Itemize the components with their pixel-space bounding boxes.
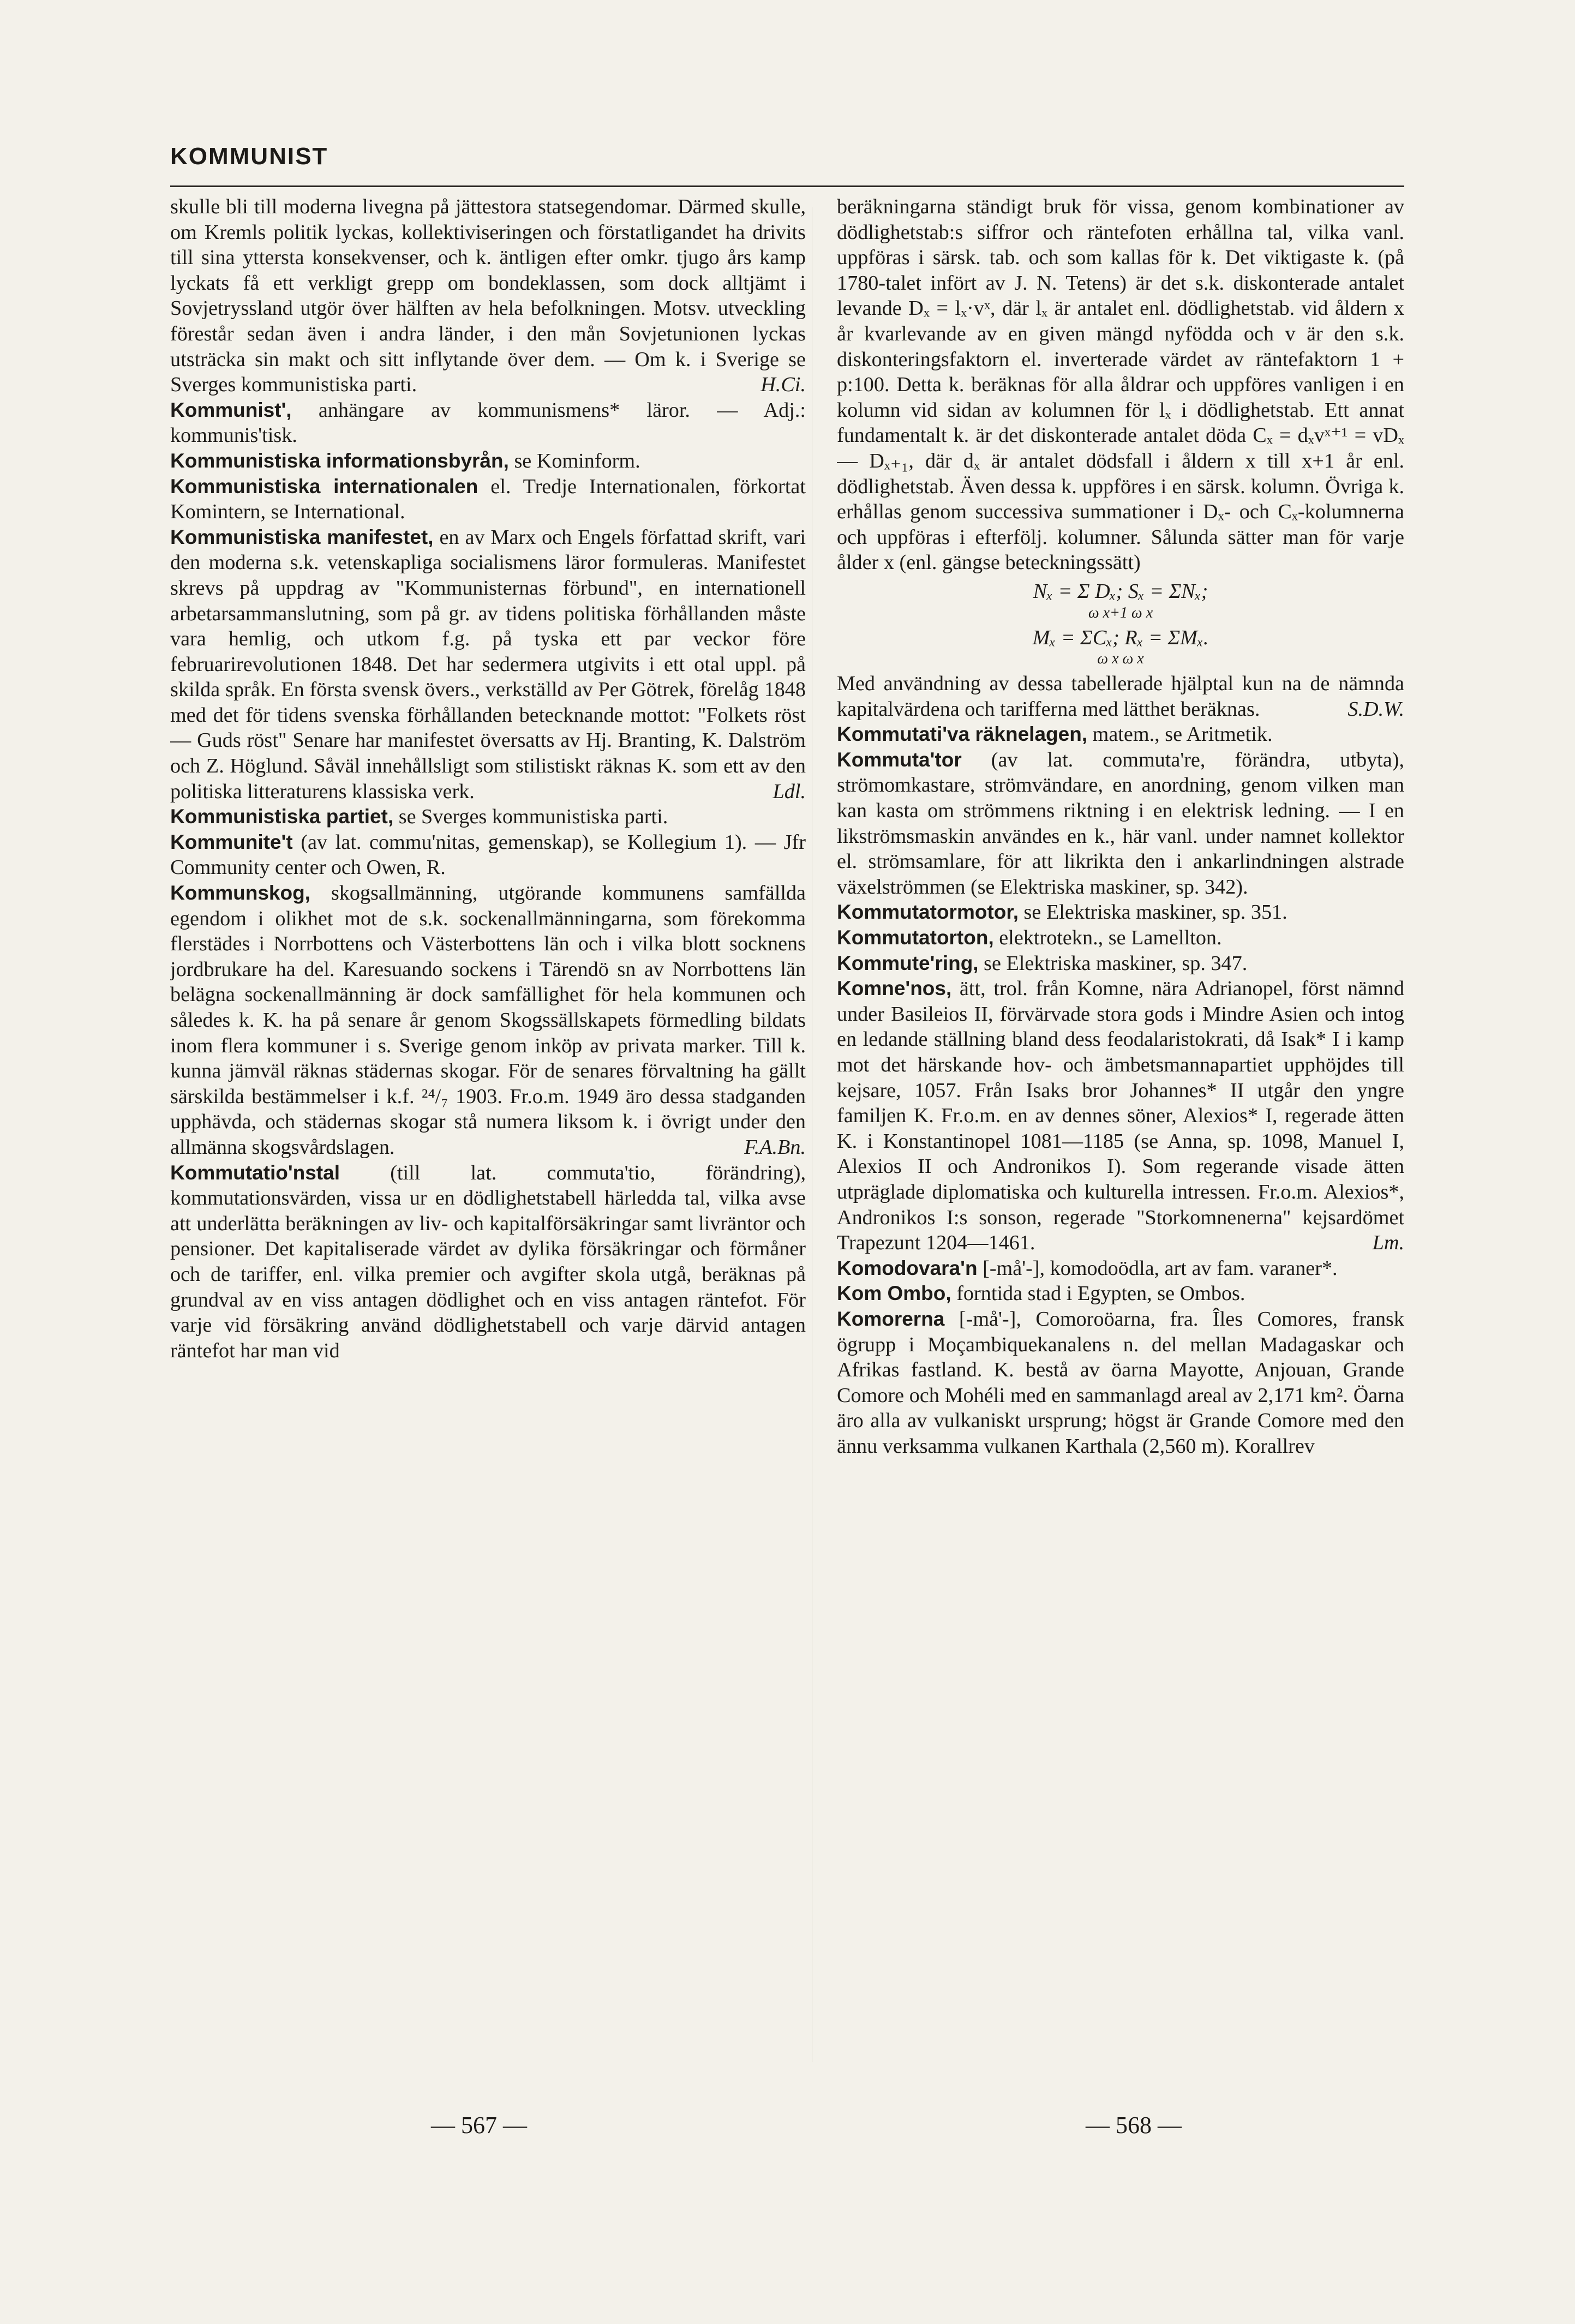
dictionary-entry — [837, 951, 1404, 977]
entry-headword: Kommutati'va räknelagen, — [837, 723, 1088, 746]
entry-text: (av lat. commuta're, förändra, utbyta), strömomkastare, strömvändare, en anordning, genom vilken man kan kasta om strömmens riktning i en elektrisk ledning. — I en likströmsmaskin användes en k., här vanl. under namnet kollektor el. strömsamlare, för att likrikta den i ankarlindningen alstrade växelströmmen (se Elektriska maskiner, sp. 342). — [837, 748, 1404, 899]
entry-headword: Kommunite't — [170, 830, 293, 853]
entry-text: (till lat. commuta'tio, förändring), kommutationsvärden, vissa ur en dödlighetstabell härledda tal, vilka avse att underlätta beräkningen av liv- och kapitalförsäkringar samt livräntor och pensioner. Det kapitaliserade värdet av dylika försäkringar och förmåner och de tariffer, enl. vilka premier och avgifter skola utgå, beräknas på grundval av en viss antagen dödlighet och en viss antagen räntefot. För varje vid försäkring använd dödlighetstabell och varje därvid antagen räntefot har man vid — [170, 1161, 806, 1362]
entry-headword: Kommunist', — [170, 398, 292, 421]
entry-headword: Kommunistiska informationsbyrån, — [170, 449, 509, 472]
entry-headword: Kommuta'tor — [837, 748, 962, 771]
formula-block: Nₓ = Σ Dₓ; Sₓ = ΣNₓ; ω x+1 ω x — [1033, 579, 1208, 621]
entry-text: el. Tredje Internationalen, förkortat Komintern, se International. — [170, 475, 806, 524]
dictionary-entry — [170, 830, 806, 881]
dictionary-entry — [837, 1256, 1404, 1281]
right-column — [837, 194, 1404, 2071]
dictionary-entry — [170, 398, 806, 448]
dictionary-entry — [837, 900, 1404, 925]
entry-headword: Kommutatio'nstal — [170, 1161, 340, 1184]
entry-headword: Kommunskog, — [170, 882, 310, 905]
entry-headword: Kommunistiska internationalen — [170, 475, 478, 498]
entry-text: [-må'-], Comoroöarna, fra. Îles Comores, fransk ögrupp i Moçambiquekanalens n. del mellan Madagaskar och Afrikas fastland. K. bestå av öarna Mayotte, Anjouan, Grande Comore och Mohéli med en sammanlagd areal av 2,171 km². Öarna äro alla av vulkaniskt ursprung; högst är Grande Comore med den ännu verksamma vulkanen Karthala (2,560 m). Korallrev — [837, 1307, 1404, 1458]
entry-headword: Komorerna — [837, 1307, 945, 1330]
entry-text: skulle bli till moderna livegna på jättestora statsegendomar. Därmed skulle, om Kremls politik lyckas, kollektiviseringen och förstatligandet ha drivits till sina yttersta konsekvenser, och k. äntligen efter omkr. tjugo års kamp lyckats få ett verkligt grepp om bondeklassen, som dock alltjämt i Sovjetryssland utgör över hälften av hela befolkningen. Motsv. utveckling förestår sedan även i andra länder, i den mån Sovjetunionen lyckas utsträcka sin makt och sitt inflytande över dem. — Om k. i Sverige se Sverges kommunistiska parti. — [170, 195, 806, 397]
running-head: KOMMUNIST — [170, 143, 328, 170]
entry-text: se Sverges kommunistiska parti. — [393, 805, 668, 829]
dictionary-entry — [837, 194, 1404, 576]
entry-signature: S.D.W. — [1348, 697, 1404, 721]
entry-text: [-må'-], komodoödla, art av fam. varaner*. — [977, 1256, 1338, 1280]
entry-text: se Kominform. — [508, 449, 640, 472]
dictionary-entry — [170, 194, 806, 398]
page-number-left: — 567 — — [431, 2112, 527, 2139]
dictionary-entry — [170, 804, 806, 830]
formula-block: Mₓ = ΣCₓ; Rₓ = ΣMₓ. ω x ω x — [1032, 626, 1209, 668]
entry-signature: Lm. — [1372, 1231, 1404, 1255]
dictionary-entry — [170, 448, 806, 474]
entry-headword: Kommutatormotor, — [837, 901, 1019, 924]
page-number-right: — 568 — — [1086, 2112, 1182, 2139]
dictionary-entry — [837, 925, 1404, 951]
entry-signature: Ldl. — [772, 780, 806, 803]
dictionary-entry — [170, 881, 806, 1160]
entry-signature: H.Ci. — [760, 373, 806, 397]
dictionary-entry — [170, 525, 806, 805]
entry-text: se Elektriska maskiner, sp. 351. — [1019, 901, 1287, 924]
entry-headword: Komne'nos, — [837, 977, 952, 1000]
entry-text: en av Marx och Engels författad skrift, vari den moderna s.k. vetenskapliga socialismens läror formuleras. Manifestet skrevs på uppdrag av "Kommunisternas förbund", en internationell arbetarsammanslutning, som på gr. av tidens politiska förhållanden måste vara hemlig, och utkom f.g. på tyska ett par veckor före februarirevolutionen 1848. Det har sedermera utgivits i ett otal uppl. på skilda språk. En första svensk övers., verkställd av Per Götrek, förelåg 1848 med det för tidens svenska förhållanden betecknande mottot: "Folkets röst — Guds röst" Senare har manifestet översatts av Hj. Branting, K. Dalström och Z. Höglund. Såväl innehållsligt som stilistiskt räknas K. som ett av den politiska litteraturens klassiska verk. — [170, 525, 806, 803]
dictionary-entry — [837, 1307, 1404, 1459]
entry-headword: Kommutatorton, — [837, 926, 994, 949]
dictionary-entry — [837, 1281, 1404, 1307]
entry-text: ätt, trol. från Komne, nära Adrianopel, först nämnd under Basileios II, förvärvade stora gods i Mindre Asien och intog en ledande ställning bland dess feodalaristokrati, då Isak* I i kamp mot det härskande hov- och ämbetsmannapartiet upphöjdes till kejsare, 1057. Från Isaks bror Johannes* II utgår den yngre familjen K. Fr.o.m. en av dennes söner, Alexios* I, regerade ätten K. i Konstantinopel 1081—1185 (se Anna, sp. 1098, Manuel I, Alexios II och Andronikos I). Som regerande visade ätten utpräglade diplomatiska och kulturella intressen. Fr.o.m. Alexios*, Andronikos I:s sonson, regerade "Storkomnenerna" kejsardömet Trapezunt 1204—1461. — [837, 977, 1404, 1255]
entry-headword: Kommunistiska manifestet, — [170, 525, 434, 548]
dictionary-entry — [170, 1160, 806, 1364]
dictionary-entry — [837, 722, 1404, 747]
dictionary-entry — [170, 474, 806, 525]
entry-text: forntida stad i Egypten, se Ombos. — [951, 1282, 1245, 1305]
entry-headword: Kommute'ring, — [837, 951, 979, 974]
entry-text: elektrotekn., se Lamellton. — [993, 926, 1222, 950]
entry-text: (av lat. commu'nitas, gemenskap), se Kollegium 1). — Jfr Community center och Owen, R. — [170, 830, 806, 879]
dictionary-entry — [837, 671, 1404, 722]
entry-text: skogsallmänning, utgörande kommunens samfällda egendom i olikhet mot de s.k. sockenallmänningarna, som förekomma flerstädes i Norrbottens och Västerbottens län och i vilka blott socknens jordbrukare ha del. Karesuando sockens i Tärendö sn av Norrbottens län belägna sockenallmänning är dock samfällighet för hela kommunen och således k. K. ha på senare år genom Skogssällskapets förmedling bildats inom flera kommuner i s. Sverige genom inköp av privata marker. Till k. kunna jämväl räknas städernas skogar. För de senares förvaltning ha gällt särskilda bestämmelser i k.f. ²⁴/₇ 1903. Fr.o.m. 1949 äro dessa stadganden upphävda, och städernas skogar stå numera liksom k. i övrigt under den allmänna skogsvårdslagen. — [170, 882, 806, 1159]
entry-signature: F.A.Bn. — [744, 1135, 806, 1159]
entry-text: Med användning av dessa tabellerade hjälptal kun na de nämnda kapitalvärdena och tarifferna med lätthet beräknas. — [837, 672, 1404, 721]
dictionary-entry — [837, 747, 1404, 900]
entry-text: matem., se Aritmetik. — [1087, 723, 1273, 746]
dictionary-entry — [837, 976, 1404, 1256]
entry-text: se Elektriska maskiner, sp. 347. — [978, 951, 1248, 975]
entry-headword: Kommunistiska partiet, — [170, 805, 394, 828]
left-column — [170, 194, 806, 2071]
header-rule — [170, 185, 1404, 187]
entry-headword: Kom Ombo, — [837, 1282, 951, 1305]
entry-text: beräkningarna ständigt bruk för vissa, genom kombinationer av dödlighetstab:s siffror och räntefoten erhållna tal, vilka vanl. uppföras i särsk. tab. och som kallas för k. Det viktigaste k. (på 1780-talet infört av J. N. Tetens) är det s.k. diskonterade antalet levande Dₓ = lₓ·vˣ, där lₓ är antalet enl. dödlighetstab. vid åldern x år kvarlevande av en given mängd nyfödda och v är den s.k. diskonteringsfaktorn el. inverterade värdet av räntefaktorn 1 + p:100. Detta k. beräknas för alla åldrar och uppföres vanligen i en kolumn vid sidan av kolumnen för lₓ i dödlighetstab. Ett annat fundamentalt k. är det diskonterade antalet döda Cₓ = dₓvˣ⁺¹ = vDₓ — Dₓ₊₁, där dₓ är antalet dödsfall i åldern x till x+1 år enl. dödlighetstab. Även dessa k. uppföres i en särsk. kolumn. Övriga k. erhållas genom successiva summationer i Dₓ- och Cₓ-kolumnerna och uppföras i efterfölj. kolumner. Sålunda sätter man för varje ålder x (enl. gängse beteckningssätt) — [837, 195, 1404, 574]
entry-headword: Komodovara'n — [837, 1256, 978, 1279]
entry-text: anhängare av kommunismens* läror. — Adj.: kommunis'tisk. — [170, 398, 806, 447]
